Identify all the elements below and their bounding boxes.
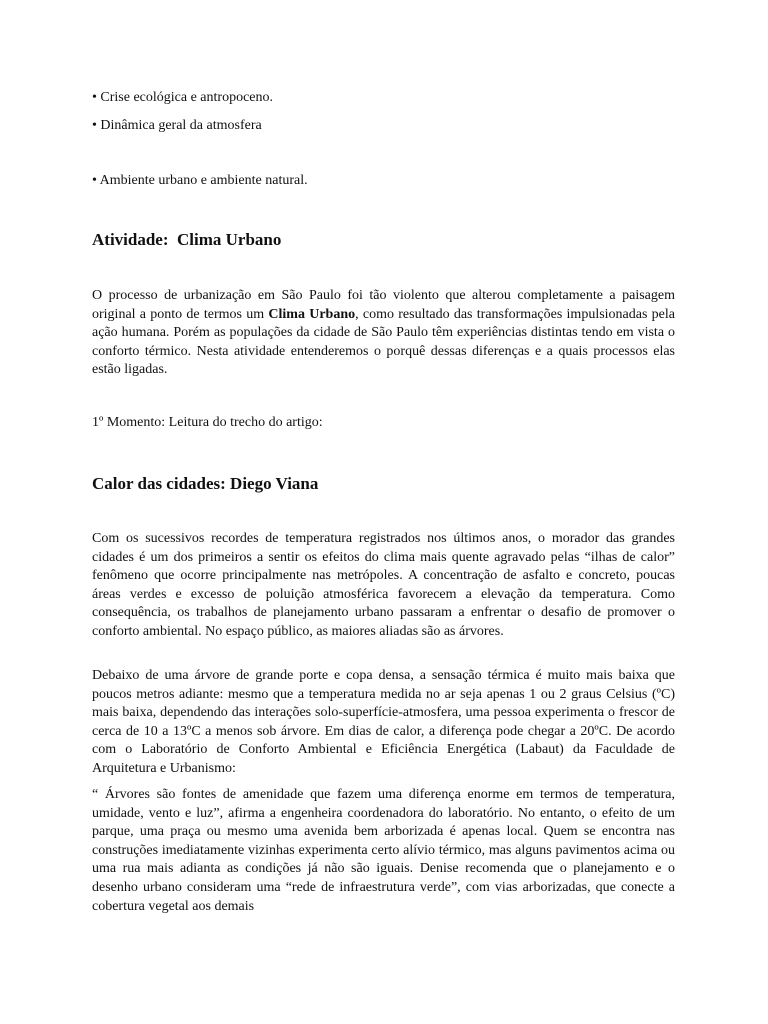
activity-heading: Atividade: Clima Urbano [92, 230, 282, 249]
bullet-item: • Crise ecológica e antropoceno. [92, 90, 273, 105]
bullet-item: • Dinâmica geral da atmosfera [92, 118, 262, 133]
article-paragraph: “ Árvores são fontes de amenidade que fazem uma diferença enorme em termos de temperatura, umidade, vento e luz”, afirma a engenheira coordenadora do laboratório. No entanto, o efeito de um parque, uma praça ou mesmo uma avenida bem arborizada é apenas local. Quem se encontra nas construções imediatamente vizinhas experimenta certo alívio térmico, mas alguns pavimentos acima ou uma rua mais adianta as condições já não são iguais. Denise recomenda que o planejamento e o desenho urbano consideram uma “rede de infraestrutura verde”, com vias arborizadas, que conecte a cobertura vegetal aos demais [92, 787, 675, 914]
article-paragraph: Com os sucessivos recordes de temperatura registrados nos últimos anos, o morador das grandes cidades é um dos primeiros a sentir os efeitos do clima mais quente agravado pelas “ilhas de calor” fenômeno que ocorre principalmente nas metrópoles. A concentração de asfalto e concreto, poucas áreas verdes e excesso de poluição atmosférica favorecem a elevação da temperatura. Como consequência, os trabalhos de planejamento urbano passaram a enfrentar o desafio de promover o conforto ambiental. No espaço público, as maiores aliadas são as árvores. [92, 531, 675, 639]
intro-text-before: O processo de urbanização em São Paulo foi tão violento que alterou completamente a paisagem original a ponto de termos um [92, 288, 675, 322]
article-paragraph: Debaixo de uma árvore de grande porte e copa densa, a sensação térmica é muito mais baixa que poucos metros adiante: mesmo que a temperatura medida no ar seja apenas 1 ou 2 graus Celsius (ºC) mais baixa, dependendo das interações solo-superfície-atmosfera, uma pessoa experimenta o frescor de cerca de 10 a 13ºC a menos sob árvore. Em dias de calor, a diferença pode chegar a 20ºC. De acordo com o Laboratório de Conforto Ambiental e Eficiência Energética (Labaut) da Faculdade de Arquitetura e Urbanismo: [92, 668, 675, 776]
moment-label: 1º Momento: Leitura do trecho do artigo: [92, 415, 323, 430]
activity-intro-paragraph [92, 287, 675, 380]
intro-text-bold: Clima Urbano [268, 306, 356, 322]
bullet-item: • Ambiente urbano e ambiente natural. [92, 173, 308, 188]
article-heading: Calor das cidades: Diego Viana [92, 474, 319, 493]
intro-text-after: , como resultado das transformações impulsionadas pela ação humana. Porém as populações da cidade de São Paulo têm experiências distintas tendo em vista o conforto térmico. Nesta atividade entenderemos o porquê dessas diferenças e a quais processos elas estão ligadas. [92, 306, 675, 378]
